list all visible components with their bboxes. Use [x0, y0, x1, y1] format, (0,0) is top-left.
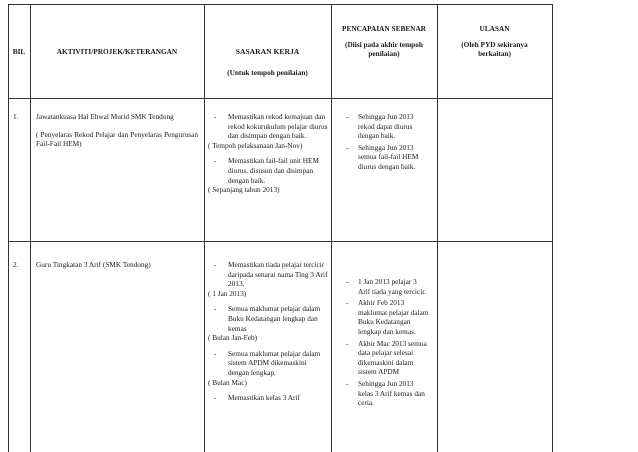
row-2-achievement-list	[344, 277, 430, 408]
target-period: ( Bulan Jan-Feb)	[208, 333, 258, 343]
row-1-activity-note: ( Penyelaras Rekod Pelajar dan Penyelaras Pengurusan Fail-Fail HEM)	[36, 129, 198, 149]
row-1-activity-title: Jawatankuasa Hal Ehwal Murid SMK Tendong	[36, 112, 174, 121]
achievement-item: - Akhir Feb 2013 maklumat pelajar dalam Buku Kedatangan lengkap dan kemas.	[344, 298, 430, 336]
row-2-targets	[208, 260, 328, 403]
target-item: - Semua maklumat pelajar dalam Buku Kedatangan lengkap dan kemas	[208, 304, 328, 333]
target-item: - Memastikan fail-fail unit HEM diurus, disusun dan disimpan dengan baik.	[208, 156, 328, 185]
row-1-number: 1.	[13, 112, 19, 121]
row-1-activity	[36, 112, 198, 149]
header-target-subtitle: (Untuk tempoh penilaian)	[227, 67, 308, 77]
target-period: ( 1 Jan 2013)	[208, 288, 247, 298]
row-1-achievement-list	[344, 112, 430, 172]
header-remarks-title: ULASAN	[479, 24, 510, 33]
header-achievement-subtitle: (Diisi pada akhir tempoh penilaian)	[345, 39, 423, 59]
target-period: ( Bulan Mac)	[208, 377, 247, 387]
achievement-item: - 1 Jan 2013 pelajar 3 Arif tiada yang tercicir.	[344, 277, 430, 296]
target-item: - Memastikan rekod kemajuan dan rekod kokurukulum pelajar diurus dan disimpan dengan baik.	[208, 112, 328, 141]
achievement-item: - Sehingga Jun 2013 semua fail-fail HEM diurus dengan baik.	[344, 143, 430, 172]
header-remarks	[437, 24, 552, 59]
target-period: ( Sepanjang tahun 2013)	[208, 185, 280, 195]
row-1-targets	[208, 112, 328, 201]
header-bil: BIL	[12, 47, 26, 56]
header-remarks-subtitle: (Oleh PYD sekiranya berkaitan)	[461, 39, 528, 59]
row-2-achievements	[344, 277, 430, 410]
achievement-item: - Sehingga Jun 2013 rekod dapat diurus dengan baik.	[344, 112, 430, 141]
target-period: ( Tempoh pelaksanaan Jan-Nov)	[208, 140, 303, 150]
row-2-number: 2.	[13, 260, 19, 269]
target-item: - Memastikan kelas 3 Arif	[208, 393, 328, 403]
header-achievement-title: PENCAPAIAN SEBENAR	[342, 24, 426, 33]
achievement-item: - Sehingga Jun 2013 kelas 3 Arif kemas dan ceria.	[344, 379, 430, 408]
row-1-target-list	[208, 112, 328, 141]
target-item: - Semua maklumat pelajar dalam sistem APDM dikemaskini dengan lengkap.	[208, 349, 328, 378]
header-target	[204, 47, 331, 77]
row-2-activity: Guru Tingkatan 3 Arif (SMK Tendong)	[36, 260, 151, 269]
header-target-title: SASARAN KERJA	[235, 47, 300, 56]
row-2-target-list	[208, 260, 328, 289]
target-item: - Memastikan tiada pelajar tercicir daripada senarai nama Ting 3 Arif 2013.	[208, 260, 328, 289]
header-activity: AKTIVITI/PROJEK/KETERANGAN	[56, 47, 178, 56]
header-achievement	[331, 24, 437, 59]
achievement-item: - Akhir Mac 2013 semua data pelajar selesai dikemaskini dalam sistem APDM	[344, 339, 430, 377]
row-1-achievements	[344, 112, 430, 174]
